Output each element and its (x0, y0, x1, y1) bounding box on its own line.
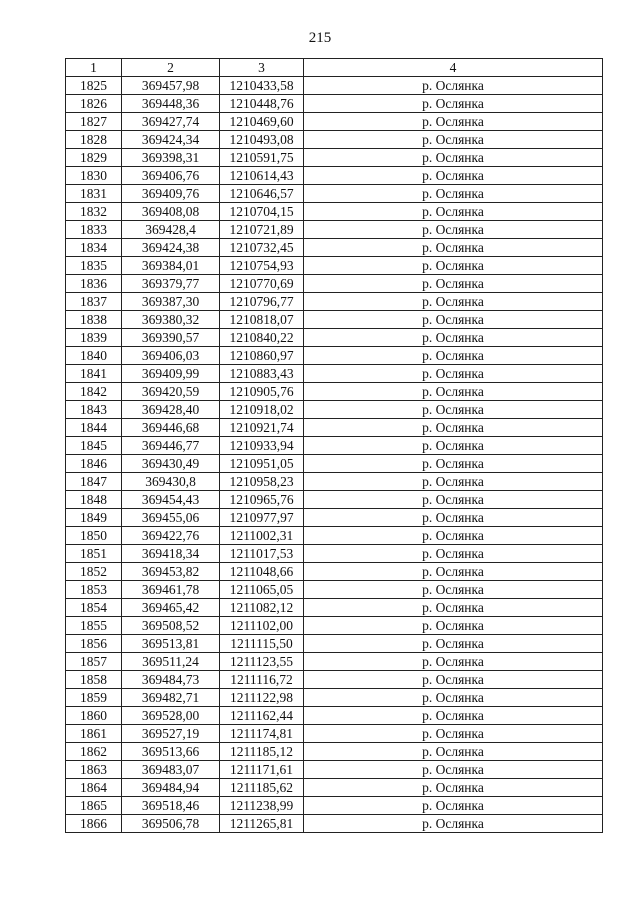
point-number-cell: 1848 (66, 491, 122, 509)
y-coordinate-cell: 1211265,81 (220, 815, 304, 833)
point-number-cell: 1836 (66, 275, 122, 293)
table-header-row (66, 59, 603, 77)
description-cell: р. Ослянка (304, 527, 603, 545)
description-cell: р. Ослянка (304, 185, 603, 203)
description-cell: р. Ослянка (304, 203, 603, 221)
table-row (66, 221, 603, 239)
description-cell: р. Ослянка (304, 293, 603, 311)
y-coordinate-cell: 1211002,31 (220, 527, 304, 545)
y-coordinate-cell: 1210840,22 (220, 329, 304, 347)
point-number-cell: 1839 (66, 329, 122, 347)
x-coordinate-cell: 369457,98 (122, 77, 220, 95)
table-row (66, 257, 603, 275)
y-coordinate-cell: 1210796,77 (220, 293, 304, 311)
x-coordinate-cell: 369384,01 (122, 257, 220, 275)
point-number-cell: 1850 (66, 527, 122, 545)
point-number-cell: 1854 (66, 599, 122, 617)
y-coordinate-cell: 1210977,97 (220, 509, 304, 527)
x-coordinate-cell: 369379,77 (122, 275, 220, 293)
description-cell: р. Ослянка (304, 455, 603, 473)
point-number-cell: 1864 (66, 779, 122, 797)
x-coordinate-cell: 369408,08 (122, 203, 220, 221)
x-coordinate-cell: 369482,71 (122, 689, 220, 707)
point-number-cell: 1837 (66, 293, 122, 311)
point-number-cell: 1834 (66, 239, 122, 257)
table-row (66, 329, 603, 347)
point-number-cell: 1852 (66, 563, 122, 581)
point-number-cell: 1828 (66, 131, 122, 149)
point-number-cell: 1846 (66, 455, 122, 473)
point-number-cell: 1831 (66, 185, 122, 203)
x-coordinate-cell: 369483,07 (122, 761, 220, 779)
x-coordinate-cell: 369511,24 (122, 653, 220, 671)
description-cell: р. Ослянка (304, 563, 603, 581)
y-coordinate-cell: 1210951,05 (220, 455, 304, 473)
x-coordinate-cell: 369430,8 (122, 473, 220, 491)
y-coordinate-cell: 1210493,08 (220, 131, 304, 149)
table-row (66, 473, 603, 491)
page-number: 215 (308, 30, 332, 46)
column-header-3: 3 (220, 59, 304, 77)
point-number-cell: 1866 (66, 815, 122, 833)
x-coordinate-cell: 369518,46 (122, 797, 220, 815)
description-cell: р. Ослянка (304, 77, 603, 95)
table-row (66, 743, 603, 761)
description-cell: р. Ослянка (304, 761, 603, 779)
table-row (66, 167, 603, 185)
table-row (66, 239, 603, 257)
point-number-cell: 1851 (66, 545, 122, 563)
point-number-cell: 1844 (66, 419, 122, 437)
table-row (66, 581, 603, 599)
description-cell: р. Ослянка (304, 401, 603, 419)
x-coordinate-cell: 369506,78 (122, 815, 220, 833)
x-coordinate-cell: 369484,73 (122, 671, 220, 689)
y-coordinate-cell: 1211185,12 (220, 743, 304, 761)
table-body (66, 77, 603, 833)
description-cell: р. Ослянка (304, 131, 603, 149)
table-row (66, 491, 603, 509)
x-coordinate-cell: 369508,52 (122, 617, 220, 635)
description-cell: р. Ослянка (304, 257, 603, 275)
point-number-cell: 1841 (66, 365, 122, 383)
column-header-2: 2 (122, 59, 220, 77)
y-coordinate-cell: 1210433,58 (220, 77, 304, 95)
table-row (66, 185, 603, 203)
description-cell: р. Ослянка (304, 545, 603, 563)
y-coordinate-cell: 1210704,15 (220, 203, 304, 221)
table-row (66, 365, 603, 383)
point-number-cell: 1855 (66, 617, 122, 635)
description-cell: р. Ослянка (304, 329, 603, 347)
table-row (66, 617, 603, 635)
description-cell: р. Ослянка (304, 653, 603, 671)
description-cell: р. Ослянка (304, 509, 603, 527)
y-coordinate-cell: 1210646,57 (220, 185, 304, 203)
point-number-cell: 1860 (66, 707, 122, 725)
description-cell: р. Ослянка (304, 437, 603, 455)
description-cell: р. Ослянка (304, 167, 603, 185)
table-row (66, 203, 603, 221)
x-coordinate-cell: 369453,82 (122, 563, 220, 581)
y-coordinate-cell: 1210448,76 (220, 95, 304, 113)
point-number-cell: 1847 (66, 473, 122, 491)
y-coordinate-cell: 1211122,98 (220, 689, 304, 707)
point-number-cell: 1832 (66, 203, 122, 221)
table-row (66, 113, 603, 131)
x-coordinate-cell: 369446,68 (122, 419, 220, 437)
description-cell: р. Ослянка (304, 383, 603, 401)
description-cell: р. Ослянка (304, 365, 603, 383)
description-cell: р. Ослянка (304, 671, 603, 689)
y-coordinate-cell: 1210921,74 (220, 419, 304, 437)
point-number-cell: 1830 (66, 167, 122, 185)
x-coordinate-cell: 369424,38 (122, 239, 220, 257)
table-row (66, 401, 603, 419)
table-row (66, 275, 603, 293)
description-cell: р. Ослянка (304, 221, 603, 239)
description-cell: р. Ослянка (304, 113, 603, 131)
table-row (66, 509, 603, 527)
point-number-cell: 1833 (66, 221, 122, 239)
point-number-cell: 1861 (66, 725, 122, 743)
table-row (66, 545, 603, 563)
y-coordinate-cell: 1211065,05 (220, 581, 304, 599)
x-coordinate-cell: 369428,4 (122, 221, 220, 239)
x-coordinate-cell: 369484,94 (122, 779, 220, 797)
table-row (66, 77, 603, 95)
y-coordinate-cell: 1210918,02 (220, 401, 304, 419)
table-row (66, 563, 603, 581)
description-cell: р. Ослянка (304, 815, 603, 833)
table-row (66, 815, 603, 833)
y-coordinate-cell: 1211082,12 (220, 599, 304, 617)
y-coordinate-cell: 1211171,61 (220, 761, 304, 779)
y-coordinate-cell: 1210721,89 (220, 221, 304, 239)
table-row (66, 455, 603, 473)
table-row (66, 707, 603, 725)
point-number-cell: 1858 (66, 671, 122, 689)
description-cell: р. Ослянка (304, 419, 603, 437)
table-row (66, 437, 603, 455)
table-row (66, 527, 603, 545)
description-cell: р. Ослянка (304, 797, 603, 815)
table-row (66, 347, 603, 365)
table-row (66, 95, 603, 113)
x-coordinate-cell: 369461,78 (122, 581, 220, 599)
table-row (66, 761, 603, 779)
x-coordinate-cell: 369418,34 (122, 545, 220, 563)
point-number-cell: 1829 (66, 149, 122, 167)
description-cell: р. Ослянка (304, 95, 603, 113)
x-coordinate-cell: 369422,76 (122, 527, 220, 545)
table-row (66, 293, 603, 311)
column-header-4: 4 (304, 59, 603, 77)
y-coordinate-cell: 1211116,72 (220, 671, 304, 689)
coordinates-table (65, 58, 603, 833)
x-coordinate-cell: 369446,77 (122, 437, 220, 455)
point-number-cell: 1859 (66, 689, 122, 707)
table-row (66, 149, 603, 167)
point-number-cell: 1826 (66, 95, 122, 113)
table-row (66, 311, 603, 329)
description-cell: р. Ослянка (304, 617, 603, 635)
x-coordinate-cell: 369513,81 (122, 635, 220, 653)
point-number-cell: 1845 (66, 437, 122, 455)
point-number-cell: 1840 (66, 347, 122, 365)
y-coordinate-cell: 1210770,69 (220, 275, 304, 293)
column-header-1: 1 (66, 59, 122, 77)
table-row (66, 419, 603, 437)
table-row (66, 635, 603, 653)
table-row (66, 653, 603, 671)
point-number-cell: 1856 (66, 635, 122, 653)
y-coordinate-cell: 1211238,99 (220, 797, 304, 815)
y-coordinate-cell: 1211017,53 (220, 545, 304, 563)
point-number-cell: 1825 (66, 77, 122, 95)
y-coordinate-cell: 1210818,07 (220, 311, 304, 329)
table-row (66, 383, 603, 401)
y-coordinate-cell: 1210754,93 (220, 257, 304, 275)
table-row (66, 671, 603, 689)
y-coordinate-cell: 1210905,76 (220, 383, 304, 401)
point-number-cell: 1835 (66, 257, 122, 275)
description-cell: р. Ослянка (304, 275, 603, 293)
x-coordinate-cell: 369398,31 (122, 149, 220, 167)
y-coordinate-cell: 1211123,55 (220, 653, 304, 671)
table-row (66, 689, 603, 707)
x-coordinate-cell: 369424,34 (122, 131, 220, 149)
y-coordinate-cell: 1210469,60 (220, 113, 304, 131)
y-coordinate-cell: 1210591,75 (220, 149, 304, 167)
y-coordinate-cell: 1211115,50 (220, 635, 304, 653)
y-coordinate-cell: 1211174,81 (220, 725, 304, 743)
description-cell: р. Ослянка (304, 743, 603, 761)
description-cell: р. Ослянка (304, 689, 603, 707)
y-coordinate-cell: 1210732,45 (220, 239, 304, 257)
description-cell: р. Ослянка (304, 725, 603, 743)
x-coordinate-cell: 369380,32 (122, 311, 220, 329)
x-coordinate-cell: 369513,66 (122, 743, 220, 761)
description-cell: р. Ослянка (304, 707, 603, 725)
x-coordinate-cell: 369428,40 (122, 401, 220, 419)
description-cell: р. Ослянка (304, 779, 603, 797)
x-coordinate-cell: 369454,43 (122, 491, 220, 509)
x-coordinate-cell: 369465,42 (122, 599, 220, 617)
x-coordinate-cell: 369409,76 (122, 185, 220, 203)
y-coordinate-cell: 1211048,66 (220, 563, 304, 581)
description-cell: р. Ослянка (304, 491, 603, 509)
point-number-cell: 1853 (66, 581, 122, 599)
table-row (66, 725, 603, 743)
description-cell: р. Ослянка (304, 635, 603, 653)
x-coordinate-cell: 369409,99 (122, 365, 220, 383)
table-row (66, 599, 603, 617)
x-coordinate-cell: 369430,49 (122, 455, 220, 473)
table-row (66, 131, 603, 149)
table-row (66, 779, 603, 797)
point-number-cell: 1862 (66, 743, 122, 761)
y-coordinate-cell: 1211185,62 (220, 779, 304, 797)
y-coordinate-cell: 1210965,76 (220, 491, 304, 509)
x-coordinate-cell: 369390,57 (122, 329, 220, 347)
x-coordinate-cell: 369406,03 (122, 347, 220, 365)
point-number-cell: 1827 (66, 113, 122, 131)
x-coordinate-cell: 369406,76 (122, 167, 220, 185)
point-number-cell: 1857 (66, 653, 122, 671)
x-coordinate-cell: 369448,36 (122, 95, 220, 113)
x-coordinate-cell: 369528,00 (122, 707, 220, 725)
x-coordinate-cell: 369420,59 (122, 383, 220, 401)
description-cell: р. Ослянка (304, 599, 603, 617)
description-cell: р. Ослянка (304, 149, 603, 167)
description-cell: р. Ослянка (304, 473, 603, 491)
description-cell: р. Ослянка (304, 347, 603, 365)
y-coordinate-cell: 1210860,97 (220, 347, 304, 365)
x-coordinate-cell: 369427,74 (122, 113, 220, 131)
x-coordinate-cell: 369455,06 (122, 509, 220, 527)
y-coordinate-cell: 1211162,44 (220, 707, 304, 725)
point-number-cell: 1842 (66, 383, 122, 401)
point-number-cell: 1849 (66, 509, 122, 527)
x-coordinate-cell: 369387,30 (122, 293, 220, 311)
x-coordinate-cell: 369527,19 (122, 725, 220, 743)
y-coordinate-cell: 1211102,00 (220, 617, 304, 635)
y-coordinate-cell: 1210958,23 (220, 473, 304, 491)
table-row (66, 797, 603, 815)
point-number-cell: 1863 (66, 761, 122, 779)
description-cell: р. Ослянка (304, 581, 603, 599)
description-cell: р. Ослянка (304, 239, 603, 257)
y-coordinate-cell: 1210883,43 (220, 365, 304, 383)
point-number-cell: 1865 (66, 797, 122, 815)
point-number-cell: 1843 (66, 401, 122, 419)
description-cell: р. Ослянка (304, 311, 603, 329)
y-coordinate-cell: 1210933,94 (220, 437, 304, 455)
y-coordinate-cell: 1210614,43 (220, 167, 304, 185)
point-number-cell: 1838 (66, 311, 122, 329)
